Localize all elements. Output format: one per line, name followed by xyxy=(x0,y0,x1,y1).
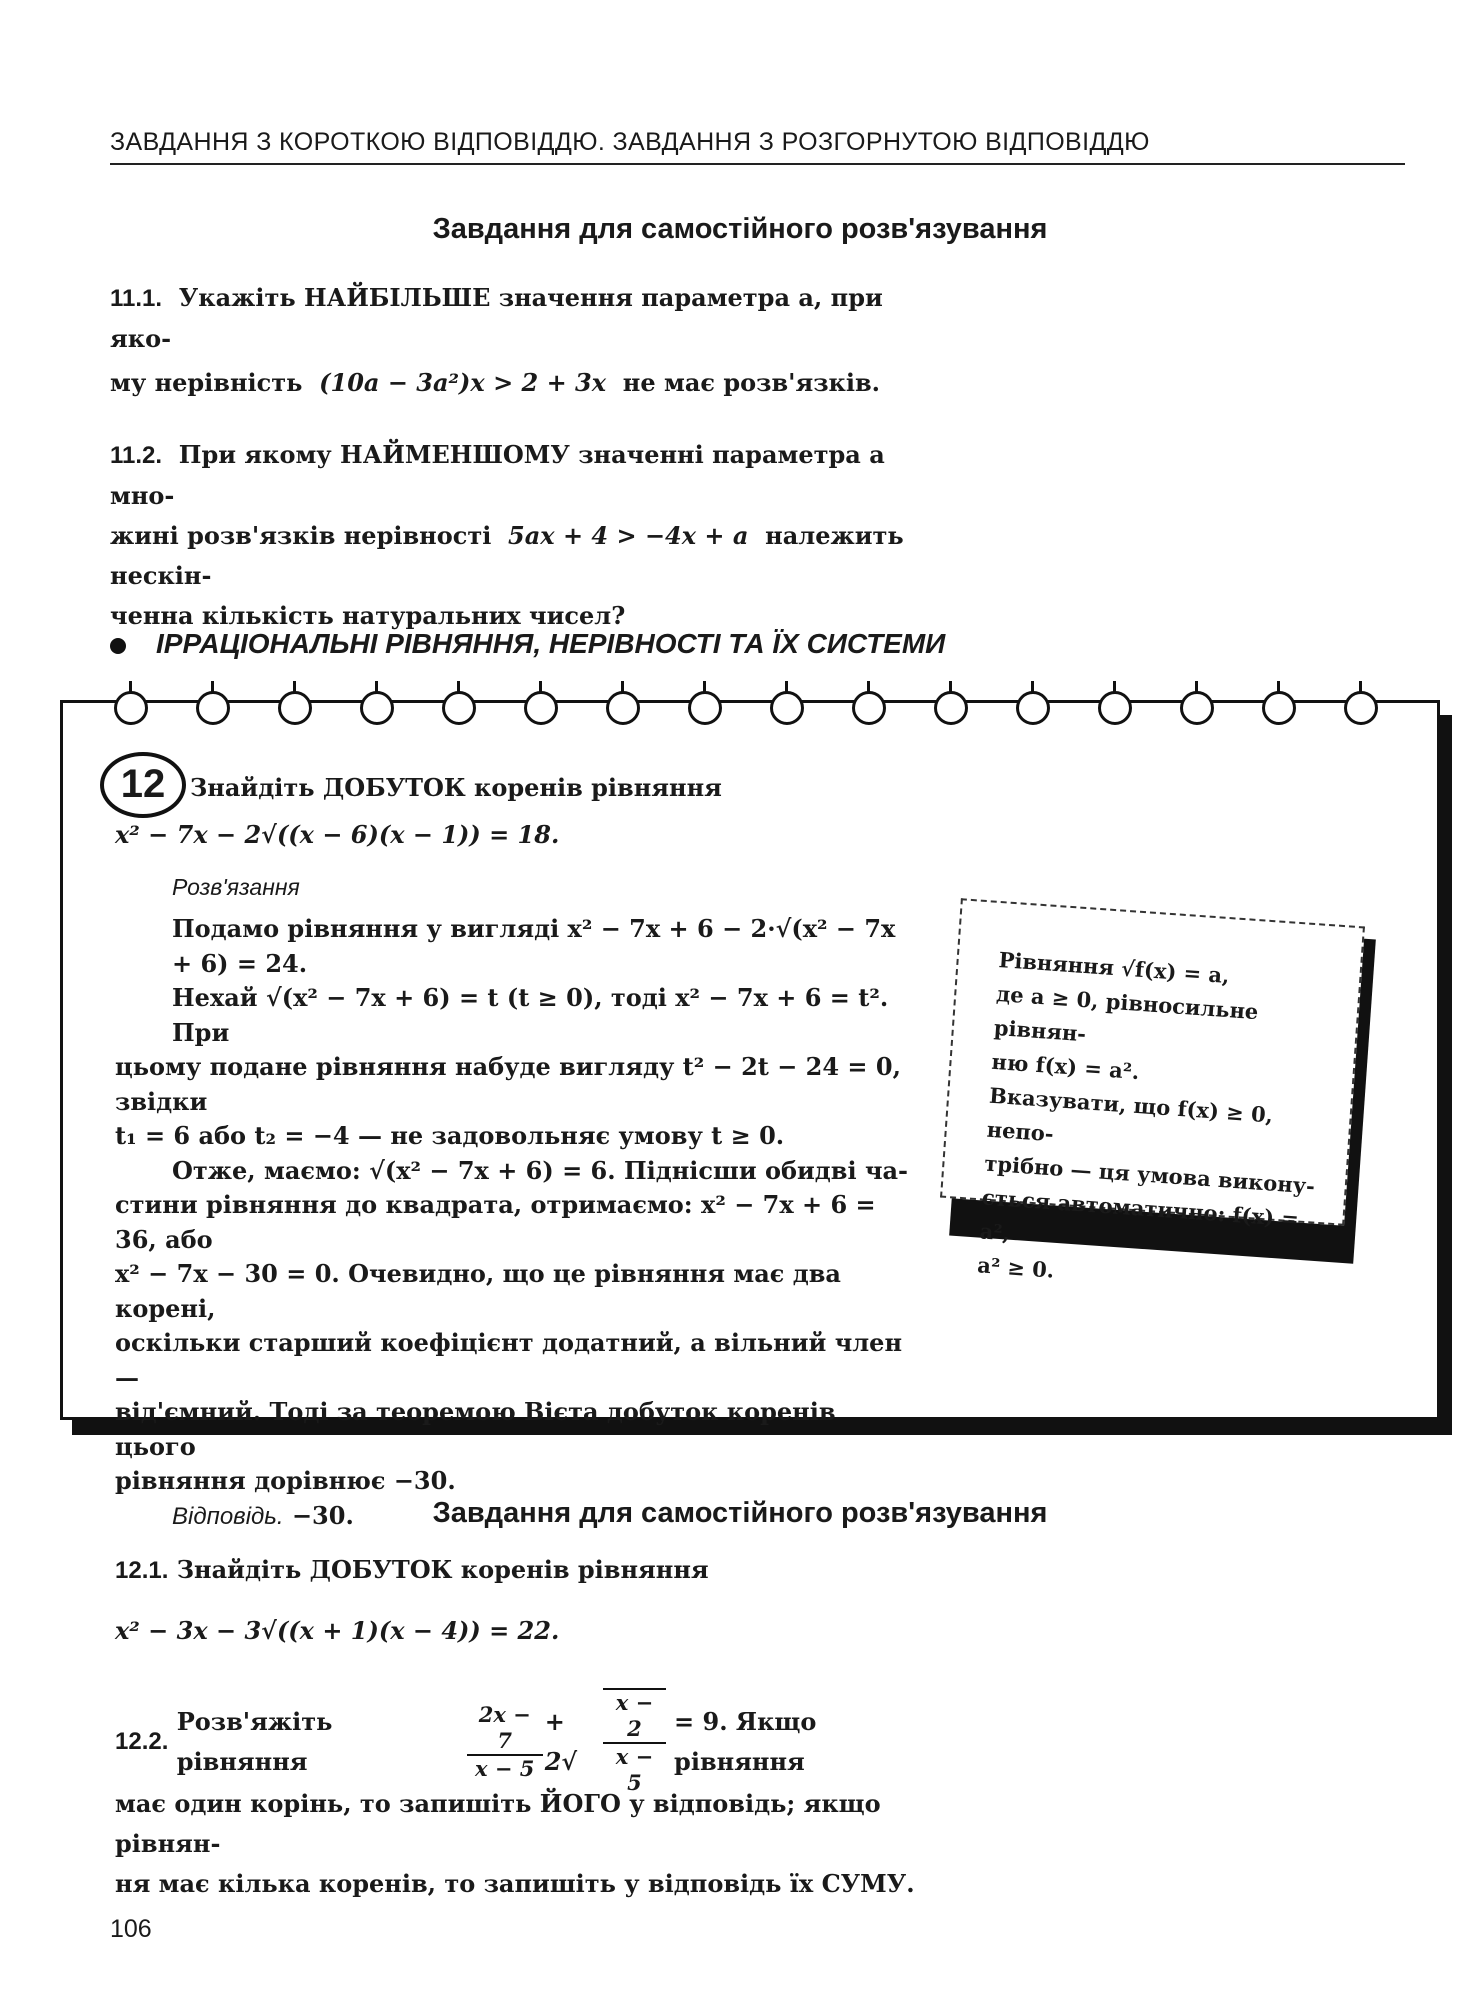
bullet-icon xyxy=(110,638,126,654)
solution-line: цьому подане рівняння набуде вигляду t² − 2t − 24 = 0, звідки xyxy=(115,1052,901,1116)
answer-label: Відповідь. xyxy=(172,1502,284,1530)
solution-line: стини рівняння до квадрата, отримаємо: x² − 7x + 6 = 36, або xyxy=(115,1190,876,1254)
note-line: трібно — ця умова викону- xyxy=(983,1150,1316,1199)
note-line: Вказувати, що f(x) ≥ 0, непо- xyxy=(986,1082,1274,1147)
ring-icon xyxy=(770,691,804,725)
fraction xyxy=(467,1702,543,1782)
topic-title-text: ІРРАЦІОНАЛЬНІ РІВНЯННЯ, НЕРІВНОСТІ ТА ЇХ СИСТЕМИ xyxy=(156,628,946,659)
solution-body xyxy=(115,912,915,1534)
ring-icon xyxy=(114,691,148,725)
task-text: При якому НАЙМЕНШОМУ значенні параметра a мно- xyxy=(110,440,885,510)
solution-line: Отже, маємо: √(x² − 7x + 6) = 6. Піднісши обидві ча- xyxy=(172,1155,909,1185)
fraction xyxy=(603,1688,665,1796)
ring-icon xyxy=(1016,691,1050,725)
task-text: Знайдіть ДОБУТОК коренів рівняння xyxy=(176,1555,709,1584)
side-note xyxy=(940,898,1365,1283)
answer-value: −30. xyxy=(291,1500,354,1530)
example-number-badge: 12 xyxy=(100,752,186,818)
task-12-1 xyxy=(115,1550,709,1651)
example-statement: Знайдіть ДОБУТОК коренів рівняння xyxy=(190,773,722,802)
ring-icon xyxy=(524,691,558,725)
solution-line: від'ємний. Тоді за теоремою Вієта добуток коренів цього xyxy=(115,1397,836,1461)
ring-icon xyxy=(934,691,968,725)
task-number: 11.2. xyxy=(110,442,163,469)
solution-line: x² − 7x − 30 = 0. Очевидно, що це рівняння має два корені, xyxy=(115,1259,841,1323)
task-text: = 9. Якщо рівняння xyxy=(674,1707,817,1776)
section-heading-1: Завдання для самостійного розв'язування xyxy=(432,213,1048,245)
note-line: a² ≥ 0. xyxy=(976,1252,1056,1283)
fraction-denominator: x − 5 xyxy=(615,1744,654,1795)
note-line: Рівняння √f(x) = a, xyxy=(997,947,1231,989)
topic-title xyxy=(110,628,945,660)
solution-line: рівняння дорівнює −30. xyxy=(115,1466,456,1495)
fraction-numerator: x − 2 xyxy=(603,1690,665,1744)
ring-icon xyxy=(852,691,886,725)
task-text: Розв'яжіть рівняння xyxy=(176,1707,333,1776)
task-11-1 xyxy=(110,278,910,403)
ring-icon xyxy=(442,691,476,725)
task-text: жині розв'язків нерівності xyxy=(110,521,492,550)
solution-line: t₁ = 6 або t₂ = −4 — не задовольняє умову t ≥ 0. xyxy=(115,1121,785,1150)
solution-label: Розв'язання xyxy=(172,874,300,900)
ring-icon xyxy=(606,691,640,725)
ring-icon xyxy=(688,691,722,725)
task-text: ня має кілька коренів, то запишіть у відповідь їх СУМУ. xyxy=(115,1869,915,1898)
task-equation: x² − 3x − 3√((x + 1)(x − 4)) = 22. xyxy=(115,1616,560,1645)
inequality: 5ax + 4 > −4x + a xyxy=(508,521,749,550)
section-heading-2: Завдання для самостійного розв'язування xyxy=(432,1497,1048,1529)
ring-icon xyxy=(1180,691,1214,725)
ring-icon xyxy=(278,691,312,725)
task-12-2 xyxy=(115,1690,935,1904)
inequality: (10a − 3a²)x > 2 + 3x xyxy=(319,368,607,397)
note-line: ється автоматично: f(x) = a², xyxy=(978,1184,1300,1246)
task-11-2 xyxy=(110,435,930,636)
solution-line: оскільки старший коефіцієнт додатний, а вільний член — xyxy=(115,1328,903,1392)
page-number: 106 xyxy=(110,1915,152,1943)
solution-line: Подамо рівняння у вигляді x² − 7x + 6 − 2·√(x² − 7x + 6) = 24. xyxy=(172,914,896,978)
task-number: 11.1. xyxy=(110,285,163,312)
ring-icon xyxy=(196,691,230,725)
task-text: Укажіть НАЙБІЛЬШЕ значення параметра a, при яко- xyxy=(110,283,883,353)
note-line: ню f(x) = a². xyxy=(990,1048,1141,1085)
fraction-denominator: x − 5 xyxy=(475,1756,535,1781)
ring-icon xyxy=(1098,691,1132,725)
example-equation: x² − 7x − 2√((x − 6)(x − 1)) = 18. xyxy=(115,820,560,849)
task-text: ченна кількість натуральних чисел? xyxy=(110,601,626,630)
task-text: не має розв'язків. xyxy=(622,368,880,397)
plus-root: + 2√ xyxy=(544,1707,578,1776)
solution-line: Нехай √(x² − 7x + 6) = t (t ≥ 0), тоді x² − 7x + 6 = t². При xyxy=(172,983,889,1047)
task-number: 12.2. xyxy=(115,1728,169,1755)
task-text: належить нескін- xyxy=(110,521,904,590)
note-line: де a ≥ 0, рівносильне рівнян- xyxy=(993,980,1260,1047)
ring-icon xyxy=(1262,691,1296,725)
ring-icon xyxy=(360,691,394,725)
ring-icon xyxy=(1344,691,1378,725)
task-text: му нерівність xyxy=(110,368,303,397)
fraction-numerator: 2x − 7 xyxy=(467,1702,543,1756)
running-header: ЗАВДАННЯ З КОРОТКОЮ ВІДПОВІДДЮ. ЗАВДАННЯ З РОЗГОРНУТОЮ ВІДПОВІДДЮ xyxy=(110,128,1405,165)
task-number: 12.1. xyxy=(115,1557,169,1584)
task-text: має один корінь, то запишіть ЙОГО у відповідь; якщо рівнян- xyxy=(115,1789,881,1858)
